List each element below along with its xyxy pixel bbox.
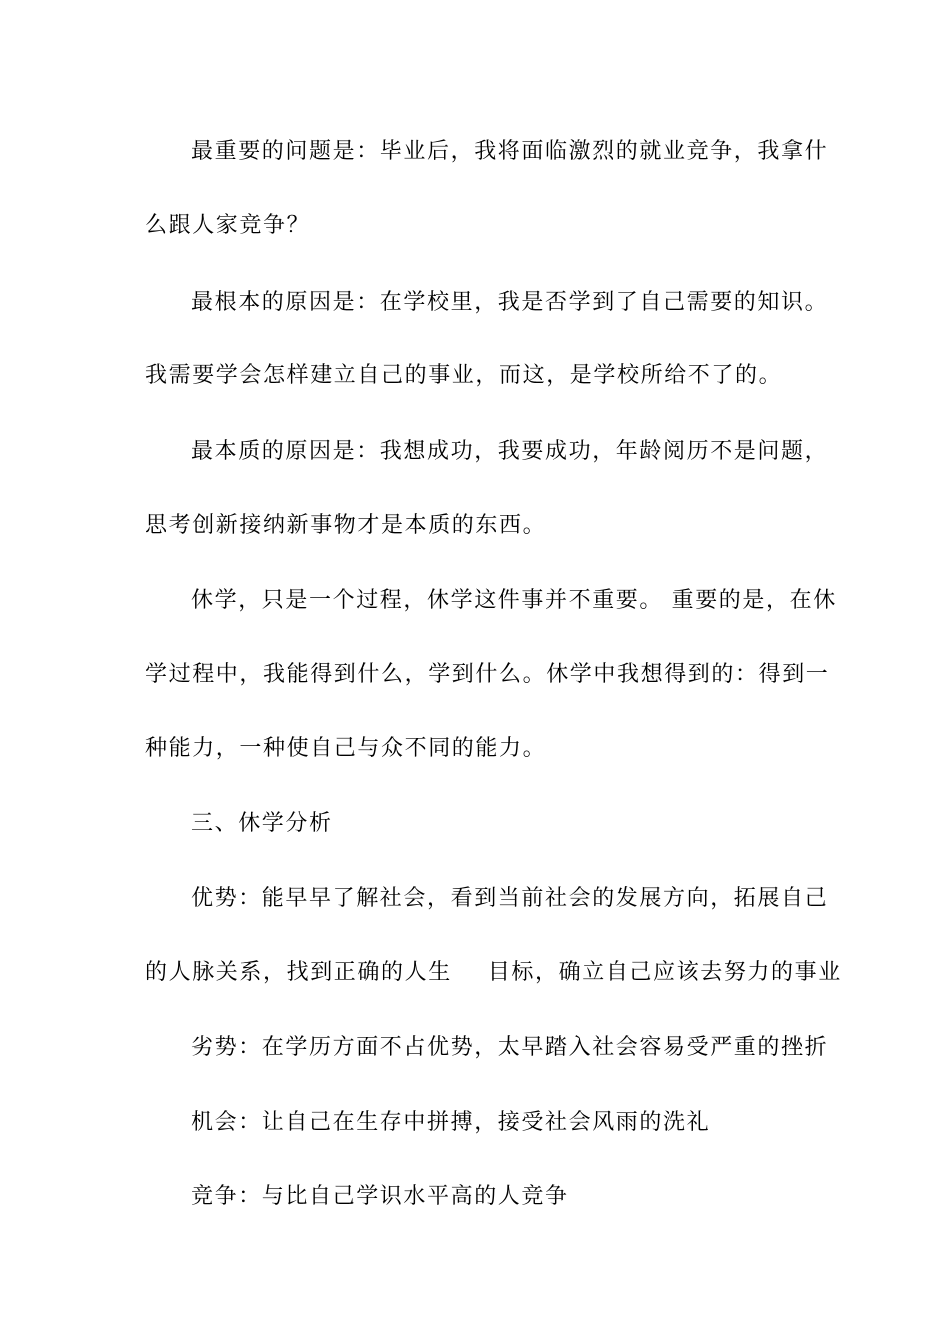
- paragraph-line: 劣势：在学历方面不占优势，太早踏入社会容易受严重的挫折: [191, 1035, 829, 1060]
- paragraph-line: 学过程中，我能得到什么，学到什么。休学中我想得到的：得到一: [145, 662, 830, 687]
- paragraph-line: 优势：能早早了解社会，看到当前社会的发展方向，拓展自己: [191, 886, 829, 911]
- paragraph-line: 我需要学会怎样建立自己的事业，而这，是学校所给不了的。: [145, 363, 783, 388]
- paragraph-line: [145, 958, 842, 988]
- paragraph-line: 机会：让自己在生存中拼搏，接受社会风雨的洗礼: [191, 1110, 711, 1135]
- paragraph-line: 竞争：与比自己学识水平高的人竞争: [191, 1184, 569, 1209]
- paragraph-line: 休学，只是一个过程，休学这件事并不重要。 重要的是，在休: [191, 588, 837, 613]
- paragraph-line-part: 目标，确立自己应该去努力的事业: [487, 960, 842, 985]
- paragraph-line: 么跟人家竞争？: [145, 213, 311, 238]
- paragraph-line-part: 的人脉关系，找到正确的人生: [145, 960, 452, 985]
- paragraph-line: 种能力，一种使自己与众不同的能力。: [145, 736, 547, 761]
- section-heading: 三、休学分析: [191, 811, 333, 836]
- paragraph-line: 最本质的原因是：我想成功，我要成功，年龄阅历不是问题，: [191, 439, 829, 464]
- paragraph-line: 最重要的问题是：毕业后，我将面临激烈的就业竞争，我拿什: [191, 139, 829, 164]
- paragraph-line: 思考创新接纳新事物才是本质的东西。: [145, 513, 547, 538]
- paragraph-line: 最根本的原因是：在学校里，我是否学到了自己需要的知识。: [191, 290, 829, 315]
